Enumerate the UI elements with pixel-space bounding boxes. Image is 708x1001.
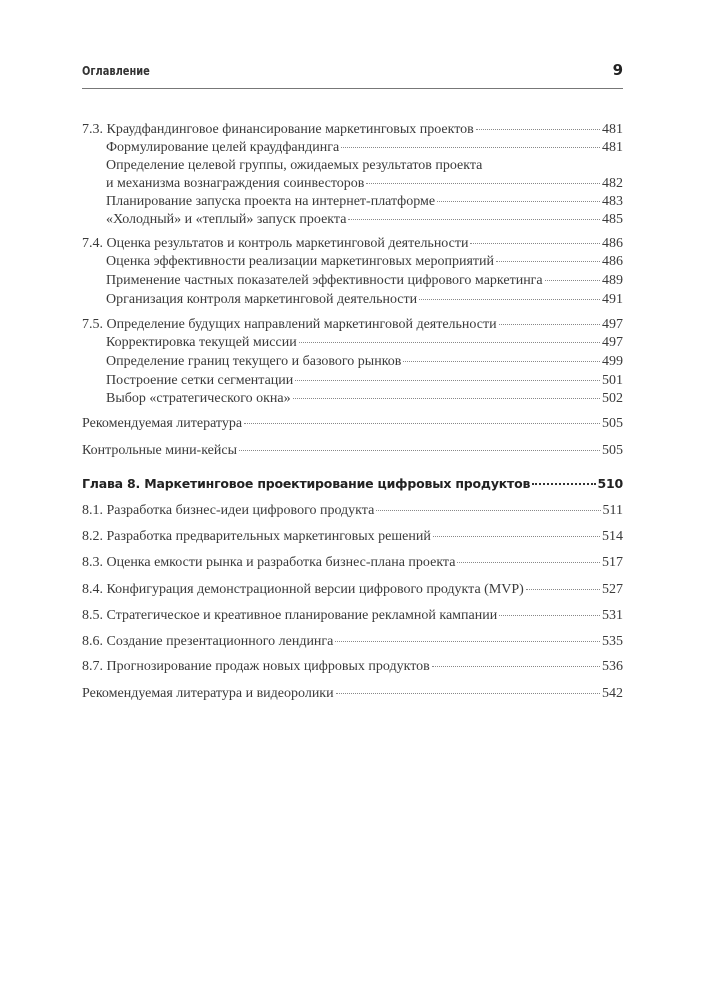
toc-entry[interactable] [82,121,623,139]
toc-entry-page: 481 [602,140,623,155]
toc-entry[interactable] [106,291,623,309]
toc-entry-page: 483 [602,194,623,209]
dot-leader [348,219,600,220]
dot-leader [499,615,600,616]
dot-leader [526,589,600,590]
dot-leader [476,129,600,130]
toc-entry[interactable] [82,235,623,253]
toc-entry-label: 8.3. Оценка емкости рынка и разработка бизнес-плана проекта [82,555,456,570]
toc-entry-label: 7.4. Оценка результатов и контроль маркетинговой деятельности [82,236,469,251]
toc-entry-label: Планирование запуска проекта на интернет-платформе [106,194,436,209]
dot-leader [499,324,600,325]
toc-entry-label: 8.1. Разработка бизнес-идеи цифрового продукта [82,503,375,518]
toc-entry[interactable] [106,334,623,352]
toc-entry-label: Рекомендуемая литература и видеоролики [82,686,334,701]
toc-entry-page: 531 [602,608,623,623]
toc-entry-label: Рекомендуемая литература [82,416,243,431]
dot-leader [335,641,600,642]
toc-entry[interactable] [82,658,623,676]
toc-entry-page: 502 [602,391,623,406]
toc-entry-label: 7.5. Определение будущих направлений маркетинговой деятельности [82,317,497,332]
toc-entry-page: 491 [602,292,623,307]
toc-entry[interactable] [106,139,623,157]
toc-entry[interactable] [82,442,623,460]
dot-leader [437,201,600,202]
toc-entry-page: 486 [602,254,623,269]
toc-entry-label: Организация контроля маркетинговой деятельности [106,292,418,307]
toc-entry-label: 7.3. Краудфандинговое финансирование маркетинговых проектов [82,122,474,137]
toc-entry[interactable] [106,353,623,371]
dot-leader [341,147,600,148]
dot-leader [403,361,600,362]
toc-entry-label: Выбор «стратегического окна» [106,391,291,406]
toc-entry[interactable] [106,272,623,290]
toc-entry[interactable] [82,502,623,520]
toc-entry-label: и механизма вознаграждения соинвесторов [106,176,365,191]
toc-entry[interactable] [82,316,623,334]
toc-entry-page: 527 [602,582,623,597]
dot-leader [244,423,600,424]
toc-entry[interactable] [82,581,623,599]
toc-entry-page: 535 [602,634,623,649]
toc-entry[interactable] [82,633,623,651]
dot-leader [433,536,600,537]
toc-entry-page: 481 [602,122,623,137]
dot-leader [239,450,600,451]
dot-leader [293,398,600,399]
toc-entry-label: Применение частных показателей эффективности цифрового маркетинга [106,273,543,288]
toc-entry[interactable] [82,528,623,546]
toc-entry[interactable] [106,253,623,271]
toc-entry[interactable] [106,193,623,211]
toc-entry-label: Корректировка текущей миссии [106,335,297,350]
toc-entry-label: Построение сетки сегментации [106,373,294,388]
page-number: 9 [612,61,623,79]
dot-leader [470,243,600,244]
dot-leader [545,280,600,281]
dot-leader [366,183,600,184]
toc-entry-label: Контрольные мини-кейсы [82,443,237,458]
toc-entry-page: 514 [602,529,623,544]
dot-leader [295,380,600,381]
toc-entry-page: 489 [602,273,623,288]
toc-entry[interactable] [82,554,623,572]
dot-leader [336,693,600,694]
dot-leader [532,483,595,485]
running-header [82,62,623,89]
dot-leader [457,562,600,563]
toc-entry-page: 497 [602,317,623,332]
toc-entry-label: Определение границ текущего и базового рынков [106,354,402,369]
dot-leader [376,510,600,511]
toc-entry-page: 497 [602,335,623,350]
toc-entry-page: 510 [597,476,623,491]
dot-leader [496,261,600,262]
toc-chapter-entry[interactable] [82,475,623,493]
toc-entry-page: 485 [602,212,623,227]
running-header-title: Оглавление [82,64,150,78]
toc-entry-label: 8.2. Разработка предварительных маркетинговых решений [82,529,431,544]
toc-entry-page: 482 [602,176,623,191]
toc-entry-label: 8.7. Прогнозирование продаж новых цифровых продуктов [82,659,430,674]
toc-entry-page: 499 [602,354,623,369]
toc-entry-label: Оценка эффективности реализации маркетинговых мероприятий [106,254,494,269]
toc-entry-label: «Холодный» и «теплый» запуск проекта [106,212,347,227]
toc-entry-label: 8.5. Стратегическое и креативное планирование рекламной кампании [82,608,498,623]
toc-entry-page: 536 [602,659,623,674]
toc-entry[interactable] [82,607,623,625]
dot-leader [419,299,600,300]
toc-entry-label: 8.4. Конфигурация демонстрационной версии цифрового продукта (MVP) [82,582,524,597]
toc-entry-label: Глава 8. Маркетинговое проектирование цифровых продуктов [82,476,531,491]
toc-entry-page: 505 [602,416,623,431]
toc-entry-page: 505 [602,443,623,458]
toc-entry[interactable] [82,415,623,433]
toc-entry[interactable] [82,685,623,703]
toc-entry-label: 8.6. Создание презентационного лендинга [82,634,334,649]
toc-entry[interactable] [106,390,623,408]
toc-entry-label-line1: Определение целевой группы, ожидаемых результатов проекта [106,158,483,173]
toc-entry-page: 486 [602,236,623,251]
toc-entry-page: 501 [602,373,623,388]
toc-entry-page: 542 [602,686,623,701]
toc-entry[interactable] [106,372,623,390]
toc-entry-label: Формулирование целей краудфандинга [106,140,340,155]
toc-entry-page: 517 [602,555,623,570]
dot-leader [432,666,600,667]
toc-entry[interactable] [106,211,623,229]
dot-leader [299,342,600,343]
toc-entry[interactable] [106,175,623,193]
toc-entry-page: 511 [602,503,623,518]
